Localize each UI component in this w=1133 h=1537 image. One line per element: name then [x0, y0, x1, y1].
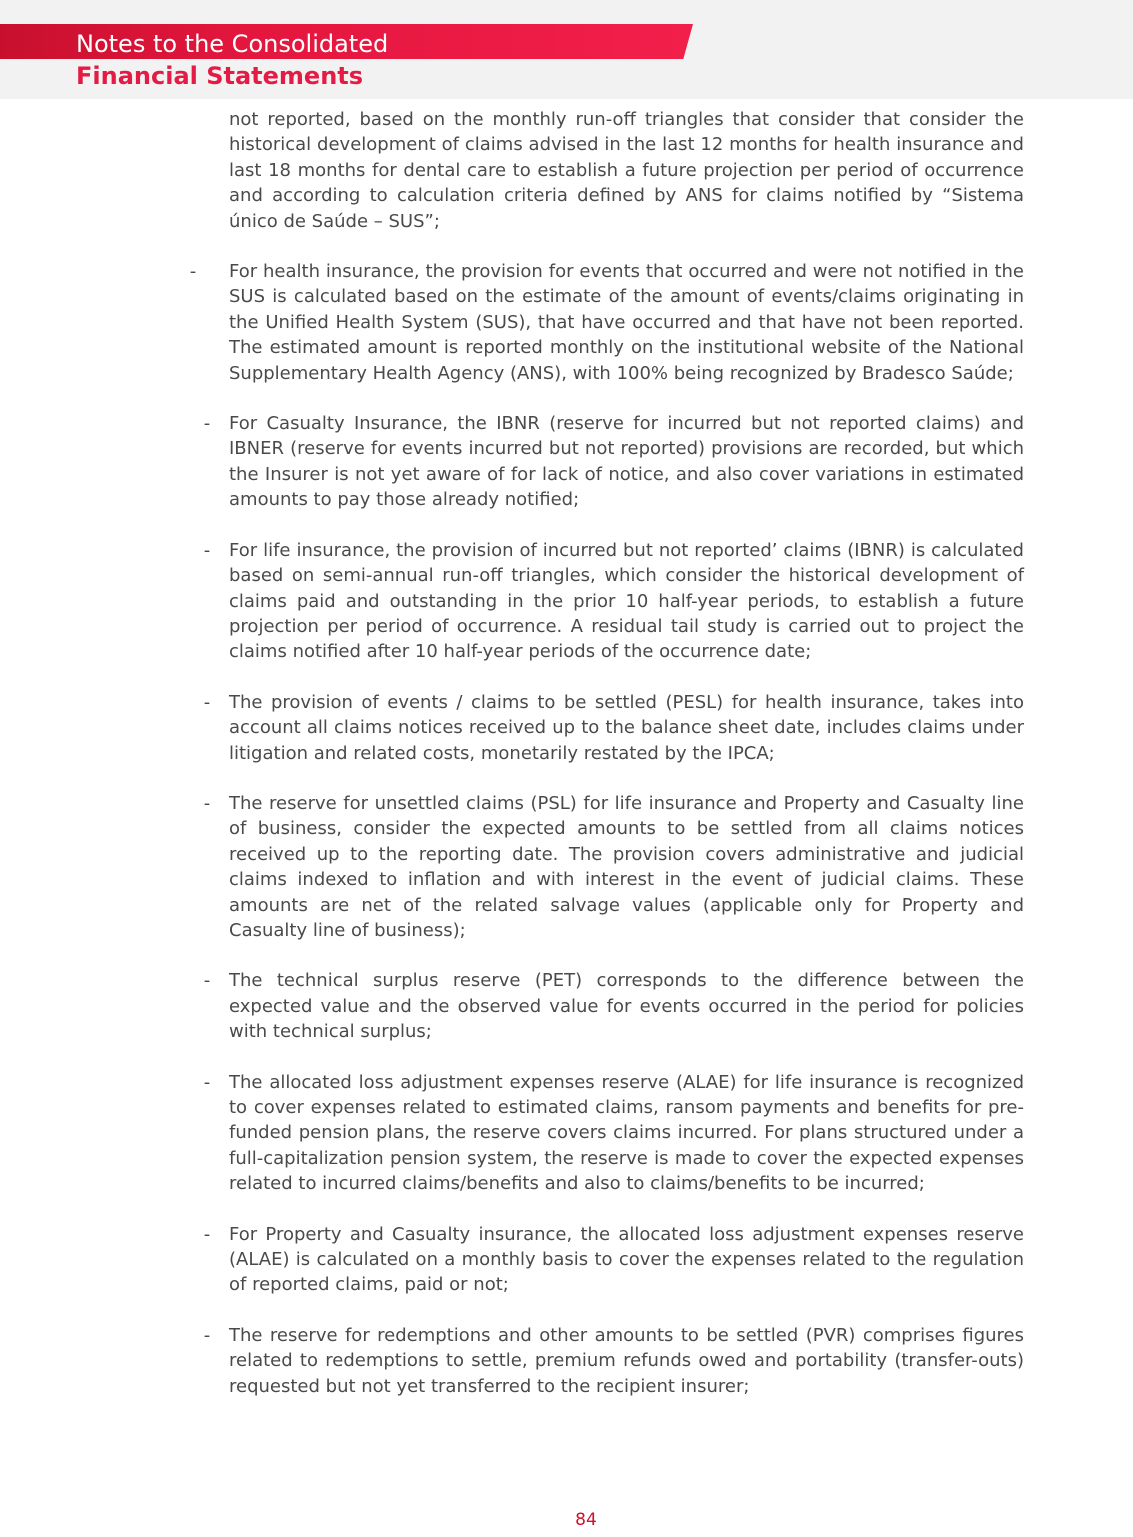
paragraph-continuation: not reported, based on the monthly run-off triangles that consider that consider the historical development of claims advised in the last 12 months for health insurance and last 18 months for dental care to establish a future projection per period of occurrence and according to calculation criteria defined by ANS for claims notified by “Sistema único de Saúde – SUS”;: [229, 109, 1024, 232]
list-item: [203, 538, 1024, 665]
bullet-dash: -: [189, 261, 197, 283]
list-item-text: The provision of events / claims to be settled (PESL) for health insurance, takes into account all claims notices received up to the balance sheet date, includes claims under litigation and related costs, monetarily restated by the IPCA;: [229, 691, 1024, 764]
list-item: [203, 411, 1024, 513]
bullet-dash: -: [203, 1071, 211, 1093]
list-item: [203, 1070, 1024, 1197]
header-title: Notes to the Consolidated: [76, 30, 389, 58]
page-number: 84: [575, 1510, 597, 1530]
list-item: [203, 1323, 1024, 1399]
header-subtitle: Financial Statements: [76, 62, 364, 90]
list-item-text: For life insurance, the provision of incurred but not reported’ claims (IBNR) is calculated based on semi-annual run-off triangles, which consider the historical development of claims paid and outstanding in the prior 10 half-year periods, to establish a future projection per period of occurrence. A residual tail study is carried out to project the claims notified after 10 half-year periods of the occurrence date;: [229, 539, 1024, 663]
list-item-text: The allocated loss adjustment expenses reserve (ALAE) for life insurance is recognized to cover expenses related to estimated claims, ransom payments and benefits for pre-funded pension plans, the reserve covers claims incurred. For plans structured under a full-capitalization pension system, the reserve is made to cover the expected expenses related to incurred claims/benefits and also to claims/benefits to be incurred;: [229, 1071, 1024, 1195]
list-item-text: The technical surplus reserve (PET) corresponds to the difference between the expected value and the observed value for events occurred in the period for policies with technical surplus;: [229, 970, 1024, 1043]
list-item: [203, 968, 1024, 1044]
list-item-text: The reserve for redemptions and other amounts to be settled (PVR) comprises figures related to redemptions to settle, premium refunds owed and portability (transfer-outs) requested but not yet transferred to the recipient insurer;: [229, 1324, 1024, 1397]
bullet-dash: -: [203, 691, 211, 713]
list-item-text: For Property and Casualty insurance, the allocated loss adjustment expenses reserve (ALAE) is calculated on a monthly basis to cover the expenses related to the regulation of reported claims, paid or not;: [229, 1223, 1024, 1296]
bullet-dash: -: [203, 970, 211, 992]
list-item-text: The reserve for unsettled claims (PSL) for life insurance and Property and Casualty line of business, consider the expected amounts to be settled from all claims notices received up to the reporting date. The provision covers administrative and judicial claims indexed to inflation and with interest in the event of judicial claims. These amounts are net of the related salvage values (applicable only for Property and Casualty line of business);: [229, 792, 1024, 941]
list-item-text: For Casualty Insurance, the IBNR (reserve for incurred but not reported claims) and IBNER (reserve for events incurred but not reported) provisions are recorded, but which the Insurer is not yet aware of for lack of notice, and also cover variations in estimated amounts to pay those already notified;: [229, 413, 1024, 511]
list-item: [203, 690, 1024, 766]
notes-body: [0, 107, 1133, 1424]
bullet-dash: -: [203, 1324, 211, 1346]
list-item: [189, 259, 1024, 386]
page-header: [0, 0, 1133, 99]
bullet-dash: -: [203, 539, 211, 561]
list-item-text: For health insurance, the provision for events that occurred and were not notified in the SUS is calculated based on the estimate of the amount of events/claims originating in the Unified Health System (SUS), that have occurred and that have not been reported. The estimated amount is reported monthly on the institutional website of the National Supplementary Health Agency (ANS), with 100% being recognized by Bradesco Saúde;: [229, 261, 1024, 384]
bullet-dash: -: [203, 413, 211, 435]
bullet-dash: -: [203, 1223, 211, 1245]
list-item: [203, 1222, 1024, 1298]
list-item: [203, 791, 1024, 943]
bullet-dash: -: [203, 792, 211, 814]
